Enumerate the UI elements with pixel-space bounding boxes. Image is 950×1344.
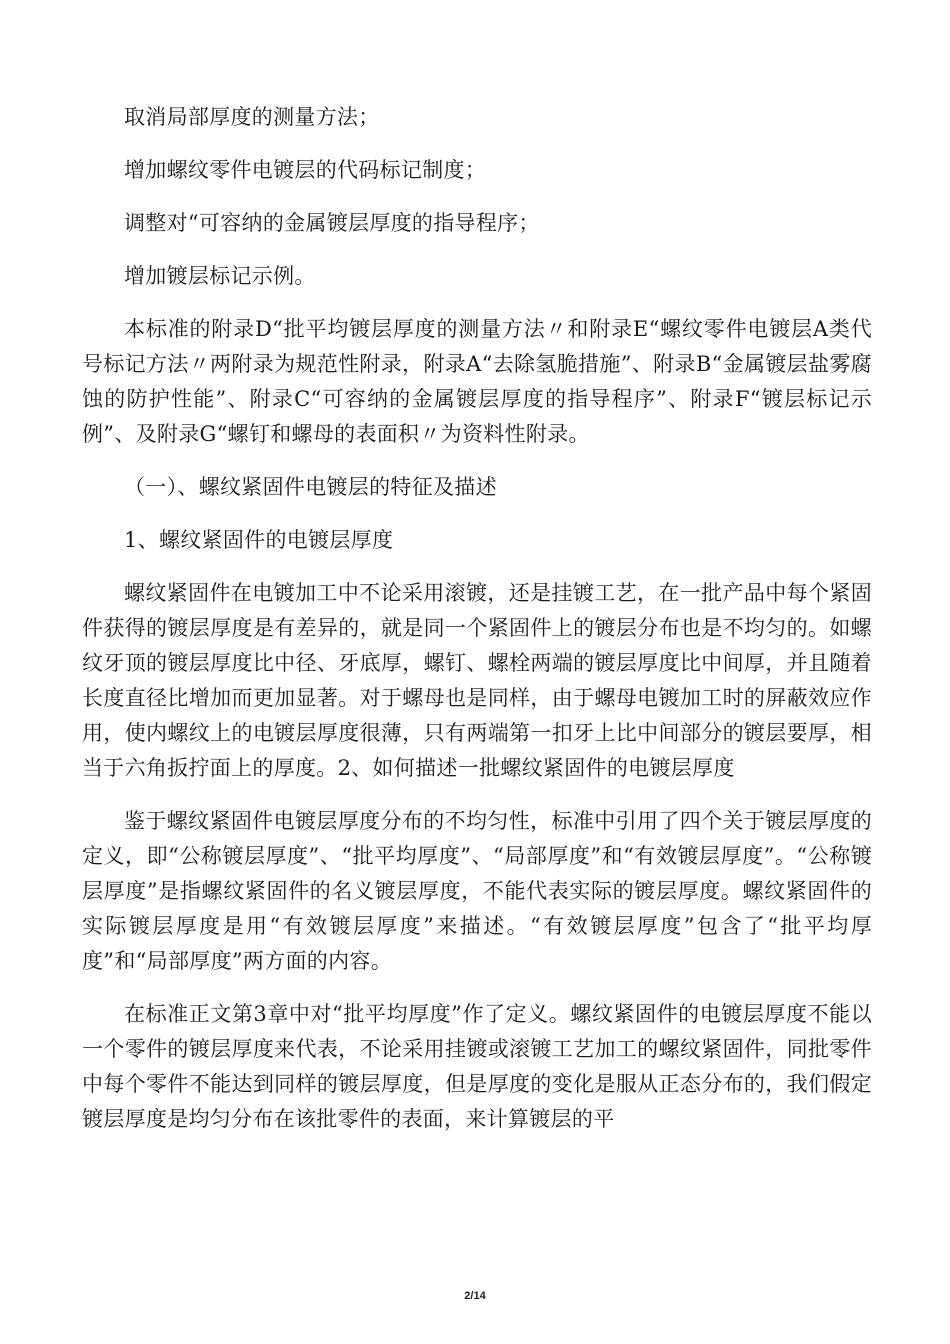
paragraph-appendix-description: 本标准的附录D“批平均镀层厚度的测量方法〃和附录E“螺纹零件电镀层A类代号标记方法〃两附录为规范性附录，附录A“去除氢脆措施”、附录B“金属镀层盐雾腐蚀的防护性能”、附录C“可容纳的金属镀层厚度的指导程序”、附录F“镀层标记示例”、及附录G“螺钉和螺母的表面积〃为资料性附录。 [82, 317, 872, 446]
subsection-heading-thickness: 1、螺纹紧固件的电镀层厚度 [124, 528, 394, 552]
paragraph-batch-average: 在标准正文第3章中对“批平均厚度”作了定义。螺纹紧固件的电镀层厚度不能以一个零件的镀层厚度来代表，不论采用挂镀或滚镀工艺加工的螺纹紧固件，同批零件中每个零件不能达到同样的镀层厚度，但是厚度的变化是服从正态分布的，我们假定镀层厚度是均匀分布在该批零件的表面，来计算镀层的平 [82, 1002, 872, 1131]
page-number: 2/14 [464, 1290, 486, 1302]
paragraph-add-marking-examples: 增加镀层标记示例。 [124, 264, 316, 288]
paragraph-add-code-marking: 增加螺纹零件电镀层的代码标记制度； [124, 158, 487, 182]
paragraph-adjust-guidance: 调整对“可容纳的金属镀层厚度的指导程序； [124, 211, 540, 235]
paragraph-thickness-definitions: 鉴于螺纹紧固件电镀层厚度分布的不均匀性，标准中引用了四个关于镀层厚度的定义，即“公称镀层厚度”、“批平均厚度”、“局部厚度”和“有效镀层厚度”。“公称镀层厚度”是指螺纹紧固件的名义镀层厚度，不能代表实际的镀层厚度。螺纹紧固件的实际镀层厚度是用“有效镀层厚度”来描述。“有效镀层厚度”包含了“批平均厚度”和“局部厚度”两方面的内容。 [82, 809, 872, 973]
document-body [82, 100, 872, 1155]
paragraph-remove-local-thickness: 取消局部厚度的测量方法； [124, 105, 380, 129]
paragraph-thickness-variation: 螺纹紧固件在电镀加工中不论采用滚镀，还是挂镀工艺，在一批产品中每个紧固件获得的镀层厚度是有差异的，就是同一个紧固件上的镀层分布也是不均匀的。如螺纹牙顶的镀层厚度比中径、牙底厚，螺钉、螺栓两端的镀层厚度比中间厚，并且随着长度直径比增加而更加显著。对于螺母也是同样，由于螺母电镀加工时的屏蔽效应作用，使内螺纹上的电镀层厚度很薄，只有两端第一扣牙上比中间部分的镀层要厚，相当于六角扳拧面上的厚度。2、如何描述一批螺纹紧固件的电镀层厚度 [82, 581, 872, 780]
section-heading-features: （一）、螺纹紧固件电镀层的特征及描述 [124, 475, 497, 499]
